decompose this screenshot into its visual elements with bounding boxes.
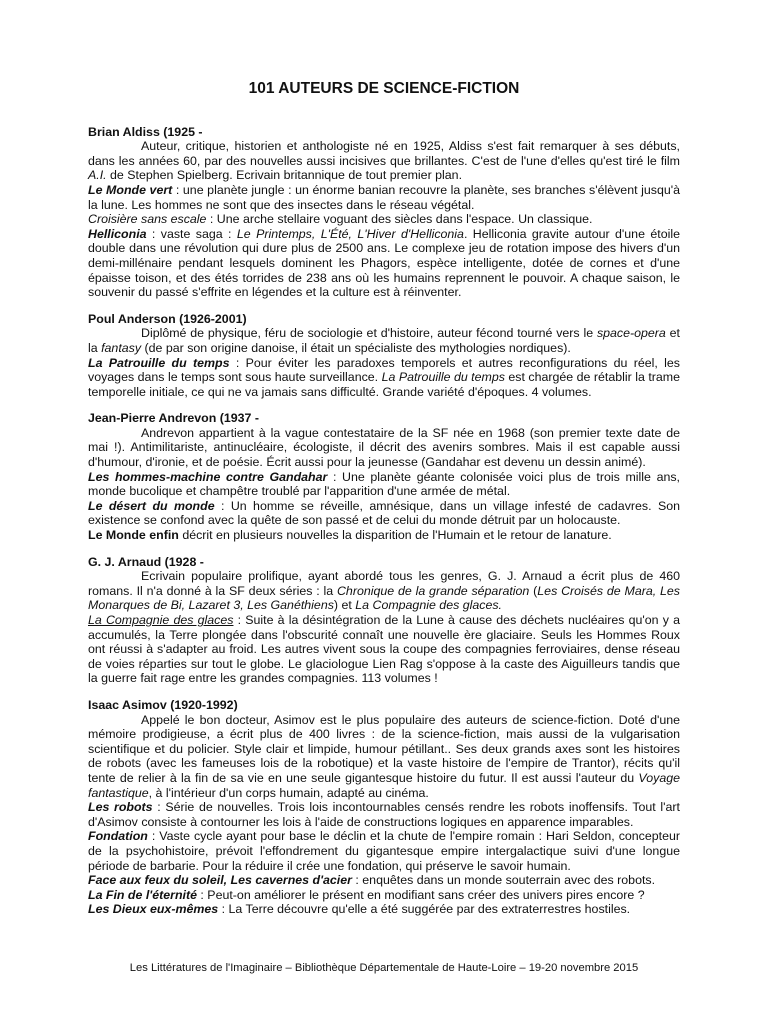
work-title: Le Monde enfin [88, 528, 179, 543]
bio-text: , à l'intérieur d'un corps humain, adapté au cinéma. [148, 785, 429, 800]
work-description: : Une arche stellaire voguant des siècles dans l'espace. Un classique. [206, 212, 593, 227]
work-description: est chargée de rétablir la trame temporelle initiale, ce qui ne va jamais sans difficulté. Grande variété d'époques. 4 volumes. [88, 370, 680, 399]
bio-text: ) et [333, 598, 356, 613]
series-title: Chronique de la grande séparation [336, 583, 530, 598]
work-title: Fondation [88, 829, 148, 844]
work-entry [88, 888, 680, 903]
author-name: Isaac Asimov (1920-1992) [88, 697, 238, 712]
author-entry-anderson [88, 312, 680, 400]
bio-text: Auteur, critique, historien et anthologiste né en 1925, Aldiss s'est fait remarquer à ses débuts, dans les années 60, par des nouvelles aussi incisives que brillantes. C'est de l'une d'elles qu'est tiré le film [88, 139, 680, 168]
author-entry-asimov [88, 698, 680, 917]
author-bio [88, 713, 680, 801]
author-name: Brian Aldiss (1925 - [88, 124, 203, 139]
work-title: Le Monde vert [88, 182, 173, 197]
genre-term: space-opera [596, 326, 666, 341]
work-description: : Vaste cycle ayant pour base le déclin et la chute de l'empire romain : Hari Seldon, concepteur de la psychohistoire, prévoit l'effondrement du gigantesque empire intergalactique suivi d'une longue période de barbarie. Pour la réduire il crée une fondation, qui préserve le savoir humain. [88, 829, 680, 873]
genre-term: fantasy [101, 340, 142, 355]
series-title: La Compagnie des glaces. [355, 598, 502, 613]
work-description: : enquêtes dans un monde souterrain avec des robots. [351, 873, 656, 888]
bio-text: Ecrivain populaire prolifique, ayant abordé tous les genres, G. J. Arnaud a écrit plus de 460 romans. Il n'a donné à la SF deux séries : la [88, 569, 680, 598]
author-name: Jean-Pierre Andrevon (1937 - [88, 411, 260, 426]
author-name: G. J. Arnaud (1928 - [88, 554, 204, 569]
work-description: : vaste saga : [146, 226, 237, 241]
author-entry-arnaud [88, 555, 680, 686]
work-title: Les hommes-machine contre Gandahar [88, 469, 328, 484]
work-entry [88, 499, 680, 528]
work-title: La Patrouille du temps [88, 355, 230, 370]
work-entry [88, 800, 680, 829]
bio-text: de Stephen Spielberg. Ecrivain britannique de tout premier plan. [106, 168, 463, 183]
author-entry-aldiss [88, 125, 680, 300]
bio-text: et la [88, 326, 681, 355]
work-description: . Helliconia gravite autour d'une étoile double dans une révolution qui dure plus de 2500 ans. Le complexe jeu de rotation impose des hivers d'un demi-millénaire pendant lesquels dominent les Phagors, espèce intelligente, dotée de cornes et d'une épaisse toison, et des étés torrides de 238 ans où les humains reprennent le pouvoir. A chaque saison, le souvenir du passé s'effrite en légendes et la culture est à réinventer. [88, 226, 680, 300]
work-description: : La Terre découvre qu'elle a été suggérée par des extraterrestres hostiles. [218, 902, 631, 917]
author-bio [88, 326, 680, 355]
film-title: A.I. [88, 168, 107, 183]
work-description: : Série de nouvelles. Trois lois incontournables censés rendre les robots inoffensifs. Tout l'art d'Asimov consiste à contourner les lois à l'aide de constructions logiques en apparence imparables. [88, 800, 680, 829]
work-entry [88, 613, 680, 686]
bio-text: Diplômé de physique, féru de sociologie et d'histoire, auteur fécond tourné vers le [141, 326, 597, 341]
work-title: Face aux feux du soleil, Les cavernes d'acier [88, 873, 352, 888]
work-title: Croisière sans escale [88, 212, 207, 227]
bio-text: Appelé le bon docteur, Asimov est le plus populaire des auteurs de science-fiction. Doté d'une mémoire prodigieuse, a écrit plus de 400 livres : de la science-fiction, mais aussi de la vulgarisation scientifique et du policier. Style clair et limpide, humour pétillant.. Ses deux grands axes sont les histoires de robots (avec les fameuses lois de la robotique) et la vaste histoire de l'empire de Trantor), récits qu'il tente de relier à la fin de sa vie en une seule gigantesque histoire du futur. Il est aussi l'auteur du [88, 712, 680, 785]
author-bio [88, 139, 680, 183]
work-description: : Suite à la désintégration de la Lune à cause des déchets nucléaires qu'on y a accumulés, la Terre plongée dans l'obscurité connaît une nouvelle ère glaciaire. Seuls les Hommes Roux ont réussi à s'adapter au froid. Les autres vivent sous la coupe des compagnies ferroviaires, dense réseau de voies réparties sur tout le globe. Le glaciologue Lien Rag s'oppose à la caste des Aiguilleurs tandis que la guerre fait rage entre les grandes compagnies. 113 volumes ! [88, 613, 680, 686]
work-description: : Pour éviter les paradoxes temporels et autres reconfigurations du réel, les voyages dans le temps sont sous haute surveillance. [88, 355, 680, 385]
work-description: décrit en plusieurs nouvelles la disparition de l'Humain et le retour de lanature. [178, 528, 612, 543]
bio-text: ( [529, 583, 538, 598]
work-entry [88, 212, 680, 227]
series-titles: Les Croisés de Mara, Les Monarques de Bi, Lazaret 3, Les Ganéthiens [88, 583, 680, 613]
author-bio [88, 569, 680, 613]
work-entry [88, 829, 680, 873]
work-description: : Un homme se réveille, amnésique, dans un village infesté de cadavres. Son existence se confond avec la quête de son passé et de celui du monde détruit par un holocauste. [88, 498, 680, 528]
work-entry [88, 227, 680, 300]
work-subtitle: Le Printemps, L'Été, L'Hiver d'Helliconia [236, 226, 464, 241]
work-title: Le désert du monde [88, 498, 215, 513]
work-title: Les robots [88, 800, 153, 815]
bio-text: (de par son origine danoise, il était un spécialiste des mythologies nordiques). [141, 340, 571, 355]
work-title: Les Dieux eux-mêmes [88, 902, 219, 917]
work-reference: La Patrouille du temps [381, 370, 505, 385]
work-entry [88, 470, 680, 499]
document-page [88, 82, 680, 929]
work-entry [88, 873, 680, 888]
work-entry [88, 183, 680, 212]
book-title: Voyage fantastique [88, 770, 680, 800]
work-entry [88, 902, 680, 917]
work-entry [88, 528, 680, 543]
work-description: : une planète jungle : un énorme banian recouvre la planète, ses branches s'élèvent jusqu'à la lune. Les hommes ne sont que des insectes dans le réseau végétal. [88, 182, 681, 212]
page-footer: Les Littératures de l'Imaginaire – Bibliothèque Départementale de Haute-Loire – 19-20 novembre 2015 [129, 962, 639, 974]
author-bio: Andrevon appartient à la vague contestataire de la SF née en 1968 (son premier texte date de mai !). Antimilitariste, antinucléaire, écologiste, il décrit des avenirs sombres. Mais il est capable aussi d'humour, d'ironie, et de poésie. Écrit aussi pour la jeunesse (Gandahar est devenu un dessin animé). [88, 425, 680, 470]
work-description: : Une planète géante colonisée voici plus de trois mille ans, monde bucolique et champêtre troublé par l'apparition d'une armée de métal. [88, 469, 680, 499]
page-title: 101 AUTEURS DE SCIENCE-FICTION [248, 80, 520, 97]
work-description: : Peut-on améliorer le présent en modifiant sans créer des univers pires encore ? [196, 887, 645, 902]
work-title: La Fin de l'éternité [88, 887, 197, 902]
author-name: Poul Anderson (1926-2001) [88, 311, 247, 326]
work-entry [88, 356, 680, 400]
author-entry-andrevon [88, 411, 680, 542]
work-title: Helliconia [88, 226, 147, 241]
work-title: La Compagnie des glaces [88, 613, 234, 627]
